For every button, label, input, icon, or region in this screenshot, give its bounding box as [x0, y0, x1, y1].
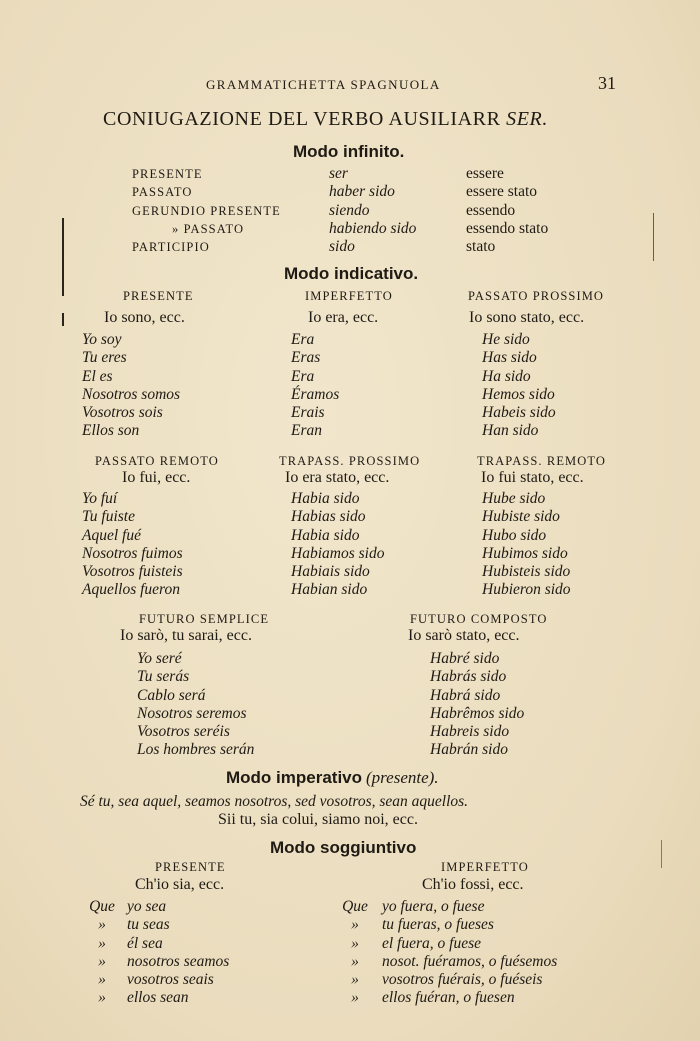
infinito-italian-form: essere stato [466, 183, 538, 201]
indicativo-passato-remoto-label: PASSATO REMOTO [95, 454, 219, 468]
verb-form: Eras [291, 349, 321, 367]
ditto-mark: » [351, 989, 359, 1007]
ditto-mark: » [351, 952, 359, 970]
ditto-mark: » [351, 971, 359, 989]
verb-form: Habian sido [291, 581, 368, 599]
running-title: GRAMMATICHETTA SPAGNUOLA [206, 77, 441, 92]
infinito-label: GERUNDIO PRESENTE [132, 203, 281, 218]
imperativo-heading: Modo imperativo [226, 768, 363, 787]
infinito-label: » PASSATO [172, 221, 245, 236]
verb-form: Yo seré [137, 650, 182, 667]
infinito-italian-form: essendo stato [466, 219, 549, 237]
verb-form: Habrá sido [430, 686, 501, 704]
verb-form: Han sido [482, 422, 539, 440]
indicativo-futuro-semplice-italian: Io sarò, tu sarai, ecc. [120, 627, 252, 644]
verb-form: Yo soy [82, 331, 122, 348]
verb-form: yo sea [127, 898, 167, 915]
verb-form: Nosotros fuimos [82, 544, 183, 562]
page-title-main: CONIUGAZIONE DEL VERBO AUSILIARR [103, 108, 501, 130]
verb-form: Habrêmos sido [430, 704, 525, 722]
infinito-italian-form: stato [466, 238, 496, 256]
verb-form: He sido [482, 331, 530, 348]
ditto-mark: » [98, 916, 106, 934]
indicativo-futuro-composto-forms [430, 650, 524, 760]
indicativo-futuro-composto-italian: Io sarò stato, ecc. [408, 627, 520, 644]
infinito-spanish-form: haber sido [329, 183, 395, 201]
verb-form: él sea [127, 934, 163, 952]
lead-word: Que [89, 898, 115, 915]
verb-form: Hubisteis sido [482, 563, 571, 581]
imperativo-heading-note: (presente). [366, 768, 439, 787]
verb-form: Aquel fué [82, 526, 141, 544]
infinito-spanish [329, 165, 416, 256]
indicativo-imperfetto-italian: Io era, ecc. [308, 309, 379, 326]
soggiuntivo-presente-forms [127, 898, 229, 1008]
infinito-spanish-form: habiendo sido [329, 219, 417, 237]
verb-form: nosotros seamos [127, 952, 230, 970]
ditto-mark: » [98, 952, 106, 970]
soggiuntivo-presente-label: PRESENTE [155, 860, 226, 874]
verb-form: Has sido [482, 349, 537, 367]
verb-form: nosot. fuéramos, o fuésemos [382, 952, 558, 970]
indicativo-trapass-remoto-forms [482, 490, 571, 600]
verb-form: Vosotros seréis [137, 723, 230, 741]
indicativo-trapass-prossimo-italian: Io era stato, ecc. [285, 469, 390, 486]
verb-form: Habia sido [291, 490, 360, 507]
verb-form: tu seas [127, 916, 170, 934]
indicativo-presente-italian: Io sono, ecc. [104, 309, 185, 326]
ditto-mark: » [351, 934, 359, 952]
verb-form: ellos sean [127, 989, 189, 1007]
verb-form: vosotros seais [127, 971, 214, 989]
verb-form: el fuera, o fuese [382, 934, 482, 952]
verb-form: Hubieron sido [482, 581, 571, 599]
page-title-verb: SER. [506, 108, 548, 130]
ditto-mark: » [98, 989, 106, 1007]
infinito-spanish-form: siendo [329, 201, 370, 219]
indicativo-trapass-prossimo-forms [291, 490, 384, 600]
imperativo-spanish: Sé tu, sea aquel, seamos nosotros, sed vosotros, sean aquellos. [80, 793, 469, 810]
infinito-italian [466, 165, 548, 256]
indicativo-imperfetto-label: IMPERFETTO [305, 289, 393, 303]
verb-form: Vosotros fuisteis [82, 563, 183, 581]
verb-form: Habrán sido [430, 741, 508, 759]
verb-form: Habreis sido [430, 723, 510, 741]
verb-form: Erais [291, 404, 325, 422]
indicativo-imperfetto-forms [291, 331, 339, 441]
indicativo-passato-prossimo-label: PASSATO PROSSIMO [468, 289, 605, 303]
infinito-label: PASSATO [132, 185, 193, 200]
infinito-spanish-form: ser [329, 165, 348, 182]
margin-mark [653, 213, 654, 261]
indicativo-presente-forms [82, 331, 180, 441]
infinito-italian-form: essendo [466, 201, 516, 219]
verb-form: Hubiste sido [482, 508, 560, 526]
indicativo-passato-remoto-forms [82, 490, 183, 600]
verb-form: Era [291, 367, 315, 385]
verb-form: vosotros fuérais, o fuéseis [382, 971, 543, 989]
verb-form: Tu serás [137, 668, 190, 686]
soggiuntivo-heading: Modo soggiuntivo [270, 838, 417, 857]
verb-form: Hubo sido [482, 526, 547, 544]
soggiuntivo-imperfetto-label: IMPERFETTO [441, 860, 529, 874]
verb-form: yo fuera, o fuese [382, 898, 485, 915]
indicativo-presente-label: PRESENTE [123, 289, 194, 303]
verb-form: Los hombres serán [137, 741, 255, 759]
verb-form: Aquellos fueron [82, 581, 181, 599]
verb-form: El es [82, 367, 113, 385]
ditto-mark: » [351, 916, 359, 934]
soggiuntivo-imperfetto-italian: Ch'io fossi, ecc. [422, 876, 524, 893]
verb-form: Tu eres [82, 349, 127, 367]
infinito-label: PARTICIPIO [132, 240, 210, 255]
verb-form: Habias sido [291, 508, 366, 526]
margin-mark [62, 218, 64, 296]
indicativo-futuro-composto-label: FUTURO COMPOSTO [410, 612, 548, 626]
soggiuntivo-imperfetto-lead [337, 898, 373, 1008]
verb-form: Yo fuí [82, 490, 118, 507]
verb-form: Era [291, 331, 315, 348]
verb-form: Habiais sido [291, 563, 370, 581]
indicativo-futuro-semplice-label: FUTURO SEMPLICE [139, 612, 270, 626]
indicativo-passato-prossimo-italian: Io sono stato, ecc. [469, 309, 585, 326]
verb-form: Habeis sido [482, 404, 556, 422]
verb-form: Ha sido [482, 367, 531, 385]
indicativo-trapass-remoto-label: TRAPASS. REMOTO [477, 454, 607, 468]
imperativo-italian: Sii tu, sia colui, siamo noi, ecc. [218, 811, 418, 828]
verb-form: Habia sido [291, 526, 360, 544]
verb-form: Ellos son [82, 422, 140, 440]
verb-form: Tu fuiste [82, 508, 135, 526]
indicativo-futuro-semplice-forms [137, 650, 254, 760]
lead-word: Que [342, 898, 368, 915]
margin-mark [62, 313, 64, 326]
verb-form: Nosotros somos [82, 385, 181, 403]
verb-form: Hubimos sido [482, 544, 568, 562]
indicativo-trapass-remoto-italian: Io fui stato, ecc. [481, 469, 584, 486]
verb-form: tu fueras, o fueses [382, 916, 494, 934]
ditto-mark: » [98, 971, 106, 989]
page-title [103, 108, 548, 131]
imperativo-heading-line [226, 768, 439, 788]
verb-form: Habré sido [430, 650, 500, 667]
soggiuntivo-presente-italian: Ch'io sia, ecc. [135, 876, 225, 893]
soggiuntivo-imperfetto-forms [382, 898, 557, 1008]
indicativo-passato-remoto-italian: Io fui, ecc. [122, 469, 191, 486]
verb-form: Habrás sido [430, 668, 507, 686]
verb-form: Nosotros seremos [137, 704, 247, 722]
verb-form: Cablo será [137, 686, 206, 704]
verb-form: Hemos sido [482, 385, 555, 403]
verb-form: Éramos [291, 385, 340, 403]
infinito-labels [132, 165, 281, 256]
ditto-mark: » [98, 934, 106, 952]
indicativo-passato-prossimo-forms [482, 331, 556, 441]
infinito-italian-form: essere [466, 165, 504, 182]
soggiuntivo-presente-lead [84, 898, 120, 1008]
infinito-label: PRESENTE [132, 167, 203, 181]
infinito-spanish-form: sido [329, 238, 355, 256]
page-number: 31 [598, 73, 616, 93]
verb-form: Hube sido [482, 490, 546, 507]
verb-form: Eran [291, 422, 322, 440]
indicativo-heading: Modo indicativo. [284, 264, 419, 283]
verb-form: Habiamos sido [291, 544, 385, 562]
infinito-heading: Modo infinito. [293, 142, 405, 161]
verb-form: ellos fuéran, o fuesen [382, 989, 515, 1007]
margin-mark [661, 840, 662, 868]
verb-form: Vosotros sois [82, 404, 163, 422]
indicativo-trapass-prossimo-label: TRAPASS. PROSSIMO [279, 454, 421, 468]
